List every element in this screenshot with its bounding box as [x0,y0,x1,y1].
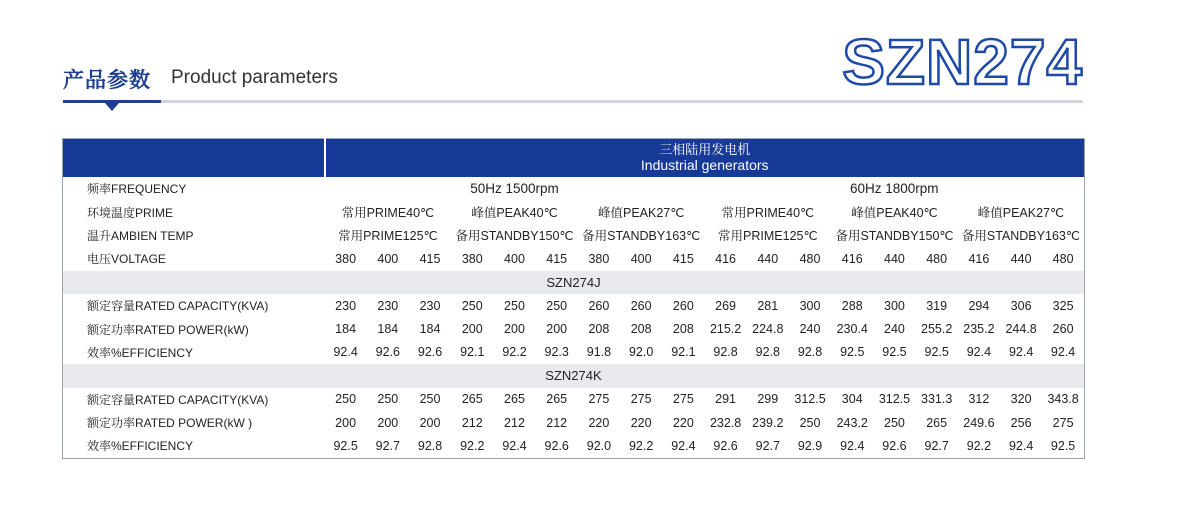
value-cell: 265 [461,392,483,407]
value-cell: 244.8 [1005,322,1037,337]
frequency-row [63,177,1085,200]
value-cell: 269 [715,298,736,313]
voltage-cell: 415 [419,251,441,266]
value-cell: 312.5 [878,392,911,407]
value-cell: 92.2 [628,438,654,453]
value-cell: 304 [841,392,863,407]
table-row [63,411,1085,434]
value-cell: 92.4 [840,438,865,453]
header-divider [63,100,1083,103]
value-cell: 300 [799,298,821,313]
value-cell: 92.8 [713,345,738,360]
value-cell: 92.7 [924,438,949,453]
table-title-row [63,139,1085,178]
value-cell: 288 [841,298,863,313]
voltage-cell: 480 [926,251,948,266]
value-cell: 260 [672,298,694,313]
frequency-50hz: 50Hz 1500rpm [470,181,559,197]
table-row [63,341,1085,364]
table-title-cn: 三相陆用发电机 [659,142,751,158]
value-cell: 92.7 [755,438,780,453]
value-cell: 200 [546,322,568,337]
temp-row [63,224,1085,247]
temp-cell: 备用STANDBY163℃ [961,229,1080,244]
value-cell: 250 [335,392,357,407]
table-row [63,317,1085,340]
value-cell: 250 [461,298,483,313]
temp-cell: 备用STANDBY163℃ [582,229,701,244]
value-cell: 243.2 [836,415,868,430]
value-cell: 230 [419,298,441,313]
value-cell: 275 [1052,415,1074,430]
prime-row [63,200,1085,223]
voltage-cell: 480 [1052,251,1074,266]
value-cell: 92.9 [797,438,823,453]
value-cell: 331.3 [921,392,953,407]
value-cell: 92.2 [460,438,485,453]
value-cell: 275 [588,392,610,407]
value-cell: 312 [968,392,990,407]
value-cell: 281 [757,298,779,313]
value-cell: 260 [630,298,652,313]
value-cell: 92.2 [966,438,992,453]
value-cell: 92.5 [333,438,358,453]
value-cell: 256 [1010,415,1032,430]
voltage-cell: 440 [1010,251,1032,266]
value-cell: 184 [377,322,399,337]
value-cell: 319 [926,298,948,313]
value-cell: 220 [630,415,652,430]
value-cell: 250 [377,392,399,407]
value-cell: 240 [799,322,821,337]
row-label: 额定功率RATED POWER(kW) [87,322,249,337]
voltage-cell: 415 [546,251,568,266]
value-cell: 300 [884,298,905,313]
value-cell: 260 [588,298,610,313]
value-cell: 240 [884,322,905,337]
value-cell: 325 [1052,298,1074,313]
value-cell: 250 [504,298,525,313]
value-cell: 92.4 [502,438,527,453]
row-label: 频率FREQUENCY [87,182,187,197]
value-cell: 306 [1010,298,1032,313]
voltage-cell: 415 [672,251,694,266]
value-cell: 92.3 [544,345,569,360]
value-cell: 92.6 [417,345,443,360]
table-row [63,388,1085,411]
value-cell: 92.4 [671,438,696,453]
value-cell: 230 [335,298,357,313]
parameters-table [62,138,1085,459]
model-group-row [63,364,1085,387]
model-group-name: SZN274K [63,364,1085,387]
value-cell: 232.8 [709,415,742,430]
temp-cell: 常用PRIME125℃ [338,229,438,244]
value-cell: 294 [968,298,990,313]
voltage-cell: 400 [630,251,652,266]
table-title-blank-cell [63,139,325,178]
value-cell: 250 [546,298,568,313]
frequency-60hz: 60Hz 1800rpm [849,181,939,197]
value-cell: 92.4 [1008,438,1034,453]
prime-cell: 峰值PEAK27℃ [597,206,685,221]
value-cell: 208 [630,322,652,337]
header-pointer-icon [105,103,119,111]
value-cell: 239.2 [752,415,784,430]
voltage-cell: 380 [335,251,357,266]
row-label: 额定容量RATED CAPACITY(KVA) [87,299,269,314]
value-cell: 212 [546,415,568,430]
value-cell: 200 [419,415,441,430]
value-cell: 299 [757,392,779,407]
value-cell: 200 [504,322,525,337]
value-cell: 343.8 [1047,392,1079,407]
model-group-row [63,271,1085,294]
prime-cell: 峰值PEAK40℃ [851,206,938,221]
row-label: 温升AMBIEN TEMP [87,228,194,243]
section-title-en: Product parameters [171,67,338,88]
value-cell: 250 [799,415,821,430]
voltage-row [63,247,1085,270]
prime-cell: 常用PRIME40℃ [341,206,435,221]
value-cell: 92.6 [375,345,400,360]
value-cell: 250 [884,415,905,430]
value-cell: 275 [630,392,652,407]
row-label: 效率%EFFICIENCY [87,439,194,454]
value-cell: 184 [335,322,357,337]
table-title-cell [325,139,1085,178]
voltage-cell: 416 [715,251,736,266]
value-cell: 200 [461,322,483,337]
model-number: SZN274 [842,26,1083,98]
voltage-cell: 380 [588,251,610,266]
value-cell: 92.5 [924,345,949,360]
value-cell: 92.1 [460,345,485,360]
row-label: 额定功率RATED POWER(kW ) [87,416,253,431]
table-row [63,434,1085,458]
value-cell: 224.8 [752,322,784,337]
temp-cell: 常用PRIME125℃ [718,229,818,244]
value-cell: 220 [588,415,610,430]
value-cell: 250 [419,392,441,407]
row-label: 额定容量RATED CAPACITY(KVA) [87,392,269,407]
prime-cell: 常用PRIME40℃ [721,206,815,221]
value-cell: 92.7 [375,438,400,453]
value-cell: 220 [672,415,694,430]
model-group-name: SZN274J [63,271,1085,294]
row-label: 电压VOLTAGE [87,252,166,267]
value-cell: 92.5 [1050,438,1076,453]
value-cell: 265 [546,392,568,407]
value-cell: 92.0 [628,345,654,360]
row-label: 效率%EFFICIENCY [87,345,194,360]
table-title-en: Industrial generators [640,156,769,173]
value-cell: 92.8 [755,345,780,360]
voltage-cell: 416 [968,251,990,266]
temp-cell: 备用STANDBY150℃ [835,229,954,244]
value-cell: 265 [926,415,948,430]
value-cell: 230.4 [836,322,868,337]
value-cell: 92.6 [882,438,907,453]
value-cell: 92.6 [544,438,569,453]
value-cell: 312.5 [794,392,826,407]
prime-cell: 峰值PEAK27℃ [977,206,1065,221]
value-cell: 255.2 [921,322,953,337]
value-cell: 92.4 [1050,345,1076,360]
value-cell: 91.8 [586,345,612,360]
value-cell: 184 [419,322,441,337]
value-cell: 320 [1010,392,1032,407]
value-cell: 92.8 [797,345,823,360]
value-cell: 92.5 [840,345,865,360]
value-cell: 92.4 [1008,345,1034,360]
prime-cell: 峰值PEAK40℃ [471,206,558,221]
value-cell: 249.6 [963,415,995,430]
value-cell: 208 [588,322,610,337]
value-cell: 200 [335,415,357,430]
voltage-cell: 380 [461,251,483,266]
value-cell: 92.2 [502,345,527,360]
value-cell: 212 [504,415,525,430]
row-label: 环境温度PRIME [87,205,174,220]
value-cell: 212 [461,415,483,430]
value-cell: 200 [377,415,399,430]
value-cell: 208 [672,322,694,337]
table-row [63,294,1085,317]
value-cell: 215.2 [709,322,742,337]
value-cell: 92.0 [586,438,612,453]
value-cell: 275 [672,392,694,407]
value-cell: 92.4 [333,345,358,360]
voltage-cell: 440 [757,251,779,266]
voltage-cell: 480 [799,251,821,266]
value-cell: 235.2 [963,322,995,337]
value-cell: 260 [1052,322,1074,337]
value-cell: 92.6 [713,438,738,453]
voltage-cell: 416 [841,251,863,266]
value-cell: 291 [715,392,736,407]
section-title-cn: 产品参数 [63,68,151,92]
value-cell: 92.1 [671,345,696,360]
voltage-cell: 400 [377,251,399,266]
value-cell: 92.8 [417,438,443,453]
voltage-cell: 440 [884,251,905,266]
value-cell: 265 [504,392,525,407]
value-cell: 92.5 [882,345,907,360]
voltage-cell: 400 [504,251,525,266]
value-cell: 92.4 [966,345,992,360]
parameters-table-body [63,139,1085,459]
value-cell: 230 [377,298,399,313]
temp-cell: 备用STANDBY150℃ [455,229,574,244]
